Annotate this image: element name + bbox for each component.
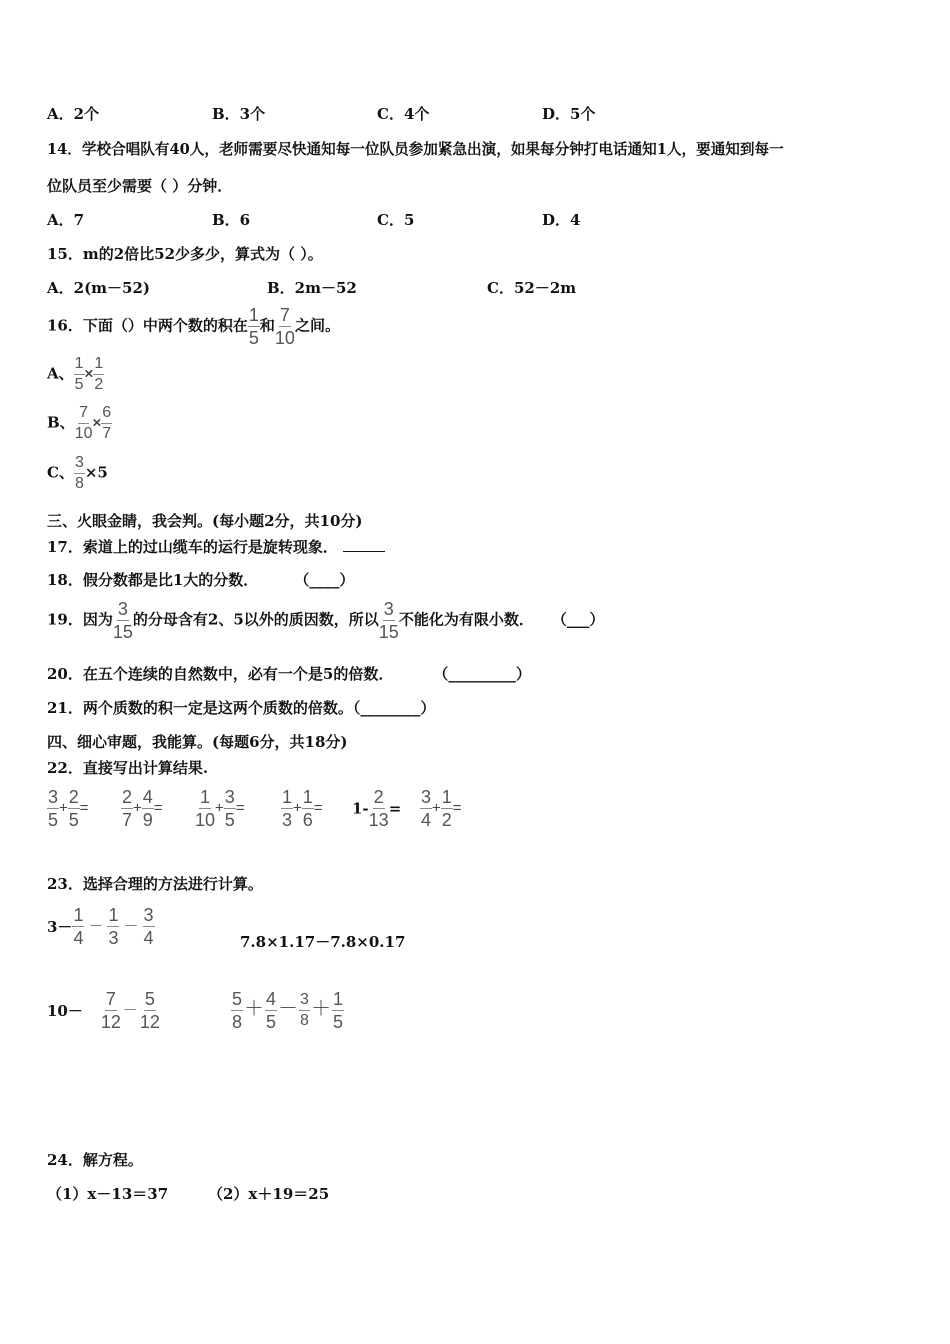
q14-line2: 位队员至少需要（ ）分钟． <box>47 177 233 195</box>
fraction: $\frac{5}{12}$ <box>139 989 160 1032</box>
q22-expression-4: $\frac{1}{3}$ + $\frac{1}{6}$ = <box>282 787 323 830</box>
fraction: $\frac{7}{10}$ <box>274 305 295 348</box>
q22-expression-6: $\frac{3}{4}$ + $\frac{1}{2}$ = <box>421 787 462 830</box>
q13-option-d: D．5个 <box>542 105 596 123</box>
q21: 21．两个质数的积一定是这两个质数的倍数。（________） <box>47 699 436 717</box>
q16-option-a: A、 $\frac{1}{5}$ × $\frac{1}{2}$ <box>47 355 104 393</box>
q22-expression-3: $\frac{1}{10}$ + $\frac{3}{5}$ = <box>195 787 245 830</box>
fraction: $\frac{3}{4}$ <box>421 787 432 830</box>
q19: 19．因为 $\frac{3}{15}$ 的分母含有2、5以外的质因数，所以 $\frac{3}{15}$ 不能化为有限小数． （___） <box>47 599 605 642</box>
q22-expression-5: 1- $\frac{2}{13}$ = <box>352 787 402 830</box>
q18: 18．假分数都是比1大的分数． （____） <box>47 571 355 589</box>
fraction: $\frac{1}{5}$ <box>332 989 343 1032</box>
fraction: $\frac{3}{5}$ <box>224 787 235 830</box>
fraction: $\frac{1}{3}$ <box>108 905 119 948</box>
q15-text: 15．m的2倍比52少多少，算式为（ ）。 <box>47 245 323 263</box>
q22-title: 22．直接写出计算结果. <box>47 759 209 777</box>
q20: 20．在五个连续的自然数中，必有一个是5的倍数． （_________） <box>47 665 531 683</box>
section-4-heading: 四、细心审题，我能算。(每题6分，共18分) <box>47 733 348 751</box>
q13-option-a: A．2个 <box>47 105 100 123</box>
answer-blank <box>343 537 385 552</box>
fraction: $\frac{2}{5}$ <box>68 787 79 830</box>
q15-option-b: B．2m－52 <box>267 279 357 297</box>
q24-equation-1: （1）x－13＝37 <box>47 1185 169 1203</box>
fraction: $\frac{5}{8}$ <box>232 989 243 1032</box>
fraction: $\frac{2}{13}$ <box>368 787 389 830</box>
fraction: $\frac{3}{8}$ <box>300 991 309 1029</box>
fraction: $\frac{6}{7}$ <box>102 404 112 442</box>
q14-option-c: C．5 <box>377 211 415 229</box>
fraction: $\frac{4}{9}$ <box>142 787 153 830</box>
q15-option-c: C．52－2m <box>487 279 577 297</box>
fraction: $\frac{7}{12}$ <box>100 989 121 1032</box>
q23-expression-d: $\frac{5}{8}$ ＋ $\frac{4}{5}$ － $\frac{3}{8}$ ＋ $\frac{1}{5}$ <box>232 989 343 1032</box>
fraction: $\frac{2}{7}$ <box>122 787 133 830</box>
fraction: $\frac{3}{15}$ <box>378 599 399 642</box>
fraction: $\frac{1}{10}$ <box>195 787 216 830</box>
q16-option-b: B、 $\frac{7}{10}$ × $\frac{6}{7}$ <box>47 404 112 442</box>
fraction: $\frac{1}{2}$ <box>441 787 452 830</box>
q23-title: 23．选择合理的方法进行计算。 <box>47 875 263 893</box>
fraction: $\frac{3}{8}$ <box>74 454 84 492</box>
q13-option-b: B．3个 <box>212 105 266 123</box>
fraction: $\frac{1}{3}$ <box>282 787 293 830</box>
fraction: $\frac{1}{6}$ <box>302 787 313 830</box>
q23-expression-c: 10－ $\frac{7}{12}$ － $\frac{5}{12}$ <box>47 989 160 1032</box>
fraction: $\frac{3}{4}$ <box>143 905 154 948</box>
q17: 17．索道上的过山缆车的运行是旋转现象． <box>47 536 385 557</box>
q24-title: 24．解方程。 <box>47 1151 143 1169</box>
q15-option-a: A．2(m－52) <box>47 279 151 297</box>
fraction: $\frac{1}{2}$ <box>94 355 104 393</box>
fraction: $\frac{1}{5}$ <box>248 305 259 348</box>
q14-line1: 14．学校合唱队有40人，老师需要尽快通知每一位队员参加紧急出演，如果每分钟打电话通知1人，要通知到每一 <box>47 141 784 158</box>
q22-expression-2: $\frac{2}{7}$ + $\frac{4}{9}$ = <box>122 787 163 830</box>
fraction: $\frac{3}{15}$ <box>112 599 133 642</box>
fraction: $\frac{1}{5}$ <box>74 355 84 393</box>
fraction: $\frac{1}{4}$ <box>73 905 84 948</box>
q16-option-c: C、 $\frac{3}{8}$ ×5 <box>47 454 108 492</box>
q23-expression-b: 7.8×1.17－7.8×0.17 <box>240 933 406 951</box>
fraction: $\frac{3}{5}$ <box>48 787 59 830</box>
q22-expression-1: $\frac{3}{5}$ + $\frac{2}{5}$ = <box>48 787 89 830</box>
q13-option-c: C．4个 <box>377 105 430 123</box>
section-3-heading: 三、火眼金睛，我会判。(每小题2分，共10分) <box>47 512 363 530</box>
q24-equation-2: （2）x＋19＝25 <box>208 1185 330 1203</box>
q16-stem: 16．下面（）中两个数的积在 $\frac{1}{5}$ 和 $\frac{7}{10}$ 之间。 <box>47 305 340 348</box>
q14-option-a: A．7 <box>47 211 85 229</box>
fraction: $\frac{4}{5}$ <box>266 989 277 1032</box>
q23-expression-a: 3－ $\frac{1}{4}$ － $\frac{1}{3}$ － $\frac{3}{4}$ <box>47 905 154 948</box>
q14-option-b: B．6 <box>212 211 251 229</box>
q14-option-d: D．4 <box>542 211 581 229</box>
fraction: $\frac{7}{10}$ <box>74 404 93 442</box>
